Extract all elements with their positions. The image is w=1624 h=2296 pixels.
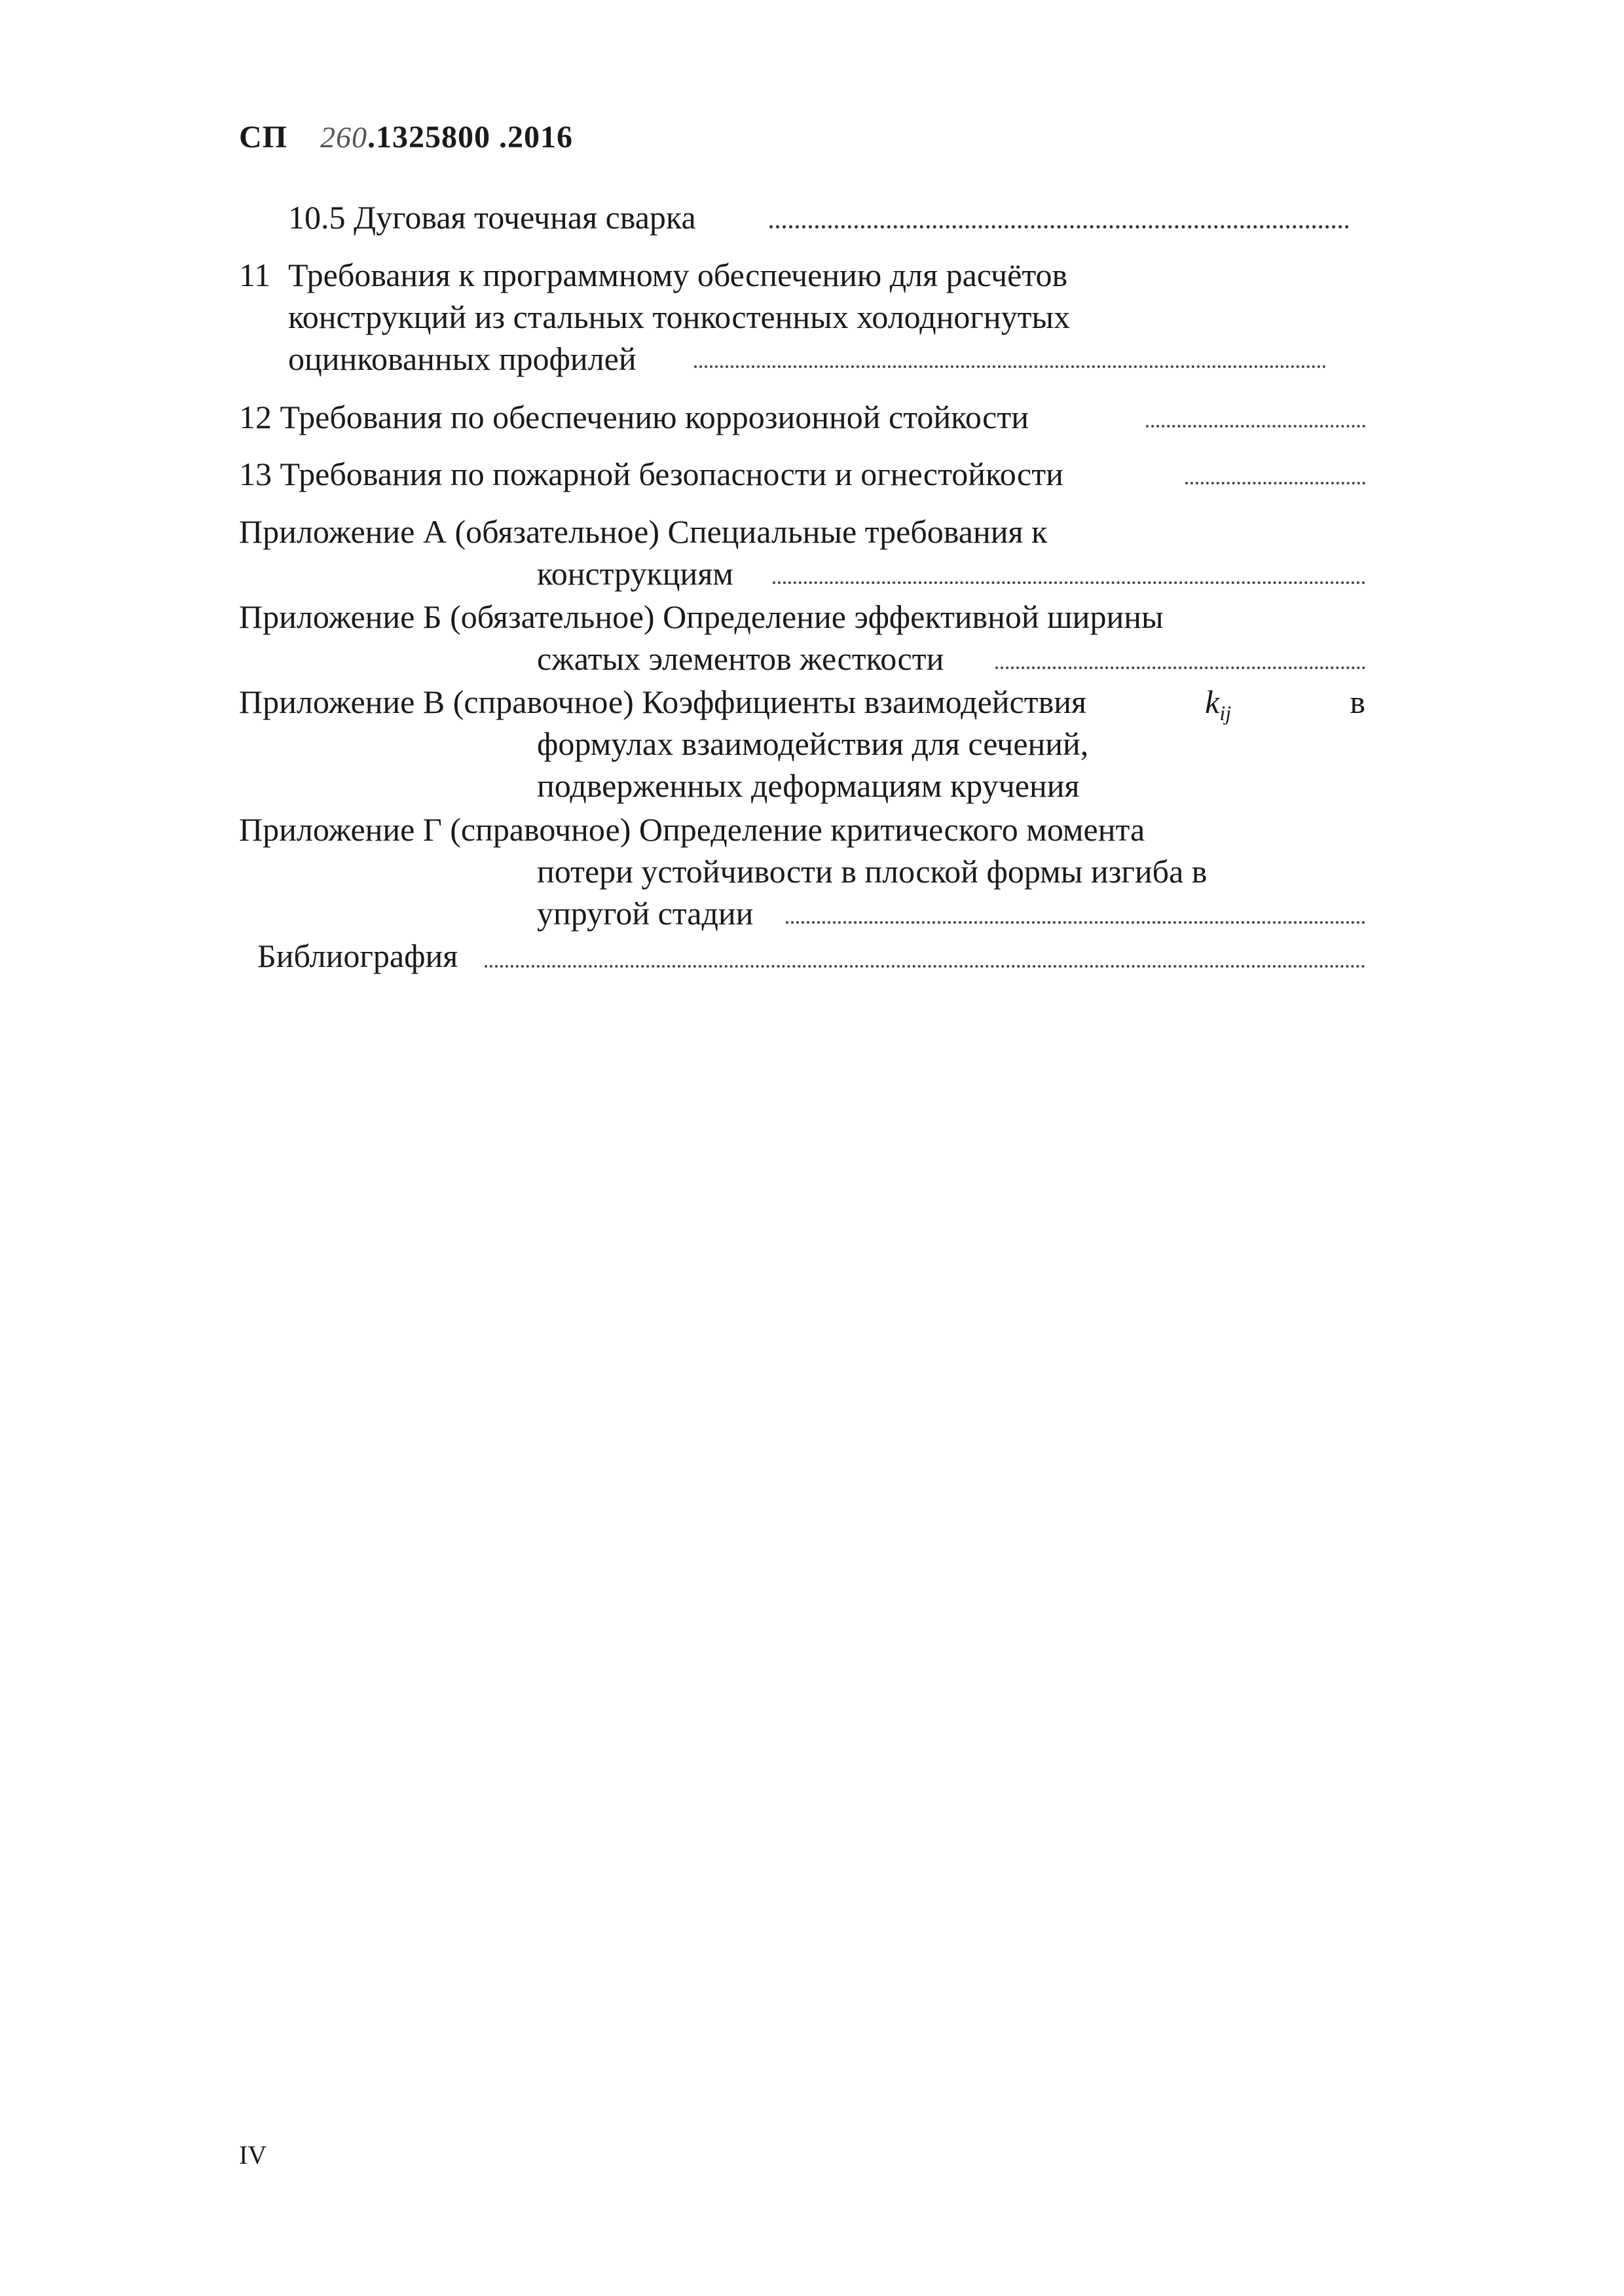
toc-leader-dots <box>769 223 1349 228</box>
toc-entry-text: 10.5 Дуговая точечная сварка <box>288 199 696 236</box>
toc-entry-text: Приложение А (обязательное) Специальные требования к <box>239 513 1048 550</box>
toc-entry-text: конструкций из стальных тонкостенных холодногнутых <box>288 299 1071 335</box>
toc-entry-text: Приложение В (справочное) Коэффициенты взаимодействия <box>239 683 1086 720</box>
formula-subscript: ij <box>1219 701 1232 725</box>
code-suffix: .1325800 .2016 <box>367 120 573 155</box>
toc-leader-dots <box>995 664 1365 669</box>
toc-entry-text: Требования к программному обеспечению для расчётов <box>288 257 1068 293</box>
toc-entry-number: 11 <box>239 257 271 293</box>
toc-entry-text: подверженных деформациям кручения <box>537 767 1080 804</box>
toc-leader-dots <box>1185 479 1365 484</box>
toc-entry-line <box>239 596 1365 638</box>
toc-entry-text: 13 Требования по пожарной безопасности и огнестойкости <box>239 456 1063 492</box>
toc-entry-line <box>288 296 1365 338</box>
toc-entry-text: в <box>1350 683 1365 720</box>
toc-entry-text: 12 Требования по обеспечению коррозионной стойкости <box>239 399 1029 435</box>
toc-entry-text: упругой стадии <box>537 895 754 932</box>
toc-entry-text: Библиография <box>257 938 458 974</box>
toc-entry-text: сжатых элементов жесткости <box>537 640 944 677</box>
toc-entry-line <box>239 809 1365 850</box>
toc-entry-line <box>537 723 1365 765</box>
page-number: IV <box>239 2140 267 2170</box>
toc-leader-dots <box>786 919 1365 924</box>
toc-leader-dots <box>485 962 1365 968</box>
toc-entry-line <box>239 511 1365 553</box>
toc-entry-text: формулах взаимодействия для сечений, <box>537 725 1089 762</box>
toc-entry-text: Приложение Г (справочное) Определение критического момента <box>239 811 1145 848</box>
code-handwritten-number: 260 <box>320 120 367 154</box>
formula-k: k <box>1205 683 1220 720</box>
toc-entry-text: конструкциям <box>537 555 733 592</box>
toc-leader-dots <box>694 363 1326 368</box>
toc-entry-text: потери устойчивости в плоской формы изгиба в <box>537 853 1208 890</box>
toc-leader-dots <box>773 579 1365 584</box>
document-code <box>239 119 573 155</box>
toc-entry-line <box>288 254 1365 296</box>
toc-entry-line <box>537 850 1365 892</box>
toc-leader-dots <box>1146 422 1365 428</box>
code-prefix: СП <box>239 120 287 155</box>
toc-entry-text: Приложение Б (обязательное) Определение эффективной ширины <box>239 598 1164 635</box>
toc-entry-text: оцинкованных профилей <box>288 340 637 377</box>
